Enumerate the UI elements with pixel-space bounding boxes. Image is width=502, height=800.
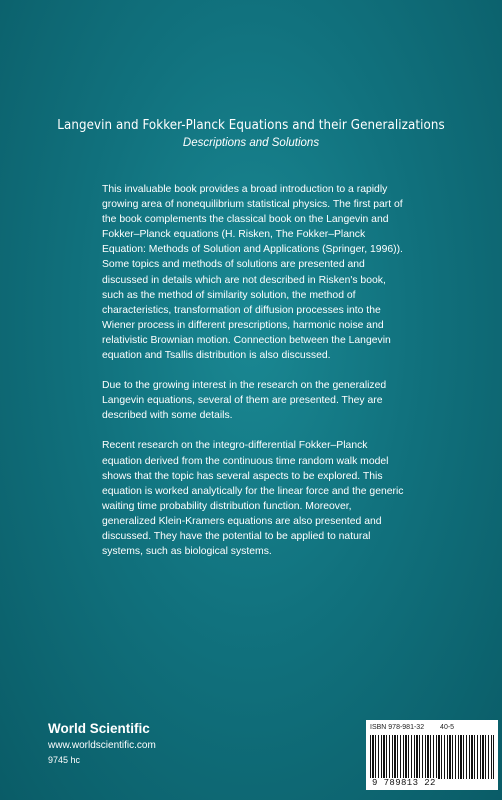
blurb-paragraph: Due to the growing interest in the research on the generalized Langevin equations, several of them are presented. They are described with some details.: [102, 380, 387, 422]
blurb-paragraph: Recent research on the integro-differential Fokker–Planck equation derived from the continuous time random walk model shows that the topic has several aspects to be explored. This equation is worked analytically for the linear force and the generic waiting time probability distribution function. Moreover, generalized Klein-Kramers equations are also presented and discussed. They have the potential to be applied to natural systems, such as biological systems.: [102, 440, 404, 558]
publisher-website: www.worldscientific.com: [48, 740, 156, 751]
barcode: [366, 720, 498, 790]
publisher-name: World Scientific: [48, 721, 150, 736]
barcode-digits: 9 789813 22: [372, 778, 436, 788]
book-title: Langevin and Fokker-Planck Equations and their Generalizations: [57, 118, 445, 133]
book-subtitle: Descriptions and Solutions: [182, 137, 320, 149]
blurb-paragraph: This invaluable book provides a broad introduction to a rapidly growing area of nonequilibrium statistical physics. The first part of the book complements the classical book on the Langevin and Fokker–Planck equations (H. Risken, The Fokker–Planck Equation: Methods of Solution and Applications (Springer, 1996)). Some topics and methods of solutions are presented and discussed in details which are not described in Risken's book, such as the method of similarity solution, the method of characteristics, transformation of diffusion processes into the Wiener process in different prescriptions, harmonic noise and relativistic Brownian motion. Connection between the Langevin equation and Tsallis distribution is also discussed.: [102, 184, 403, 362]
isbn-tail: 40-5: [440, 724, 455, 731]
product-code: 9745 hc: [48, 755, 81, 765]
blurb: [102, 182, 406, 574]
barcode-bars: [370, 735, 494, 779]
isbn-label: [370, 724, 454, 731]
isbn-text: ISBN 978-981-32: [370, 724, 425, 731]
